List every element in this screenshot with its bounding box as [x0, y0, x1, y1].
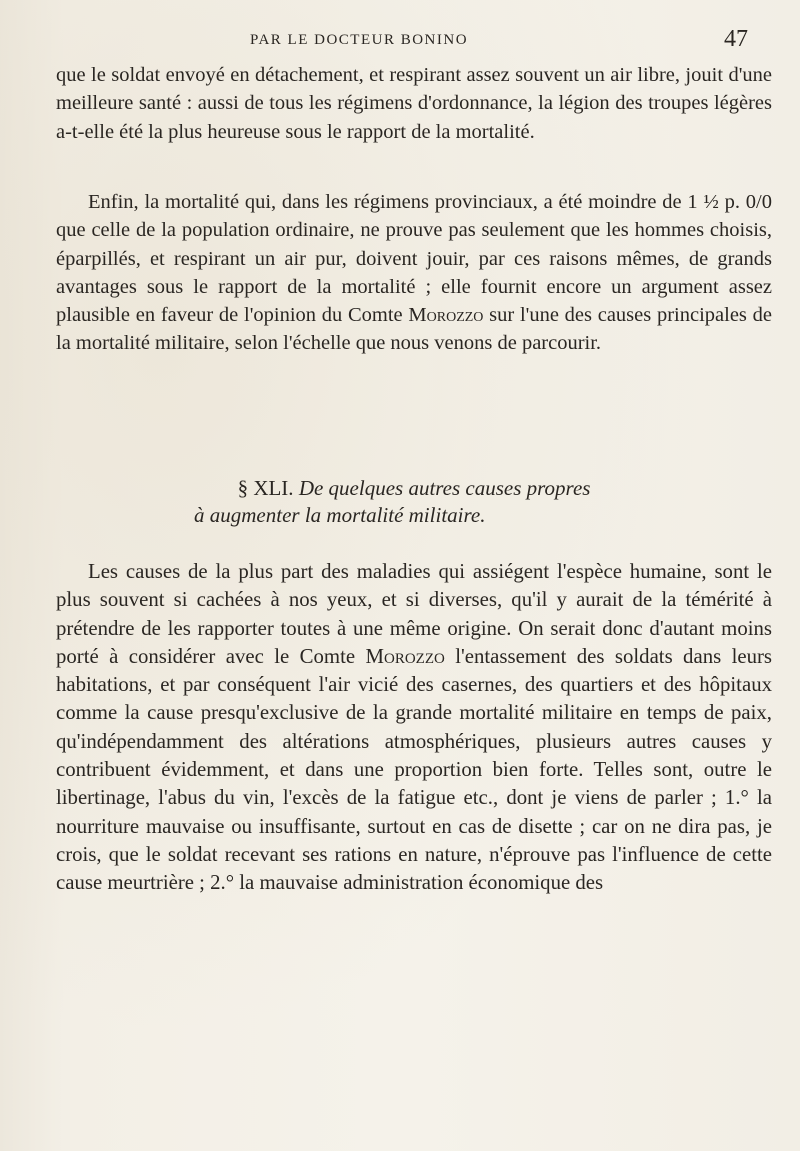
- section-heading: [56, 475, 772, 529]
- section-title-line-2: à augmenter la mortalité militaire.: [194, 503, 486, 527]
- paragraph-3: [56, 558, 772, 898]
- running-title: PAR LE DOCTEUR BONINO: [250, 32, 469, 48]
- paragraph-2-text-a: Enfin, la mortalité qui, dans les régimens provinciaux, a été moindre de 1 ½ p. 0/0 que celle de la population ordinaire, ne prouve pas seulement que les hommes choisis, éparpillés, et respirant un air pur, doivent jouir, par ces raisons mêmes, de grands avantages sous le rapport de la mortalité ; elle fournit encore un argument assez plausible en faveur de l'opinion du Comte: [56, 191, 772, 327]
- section-title-line-1: De quelques autres causes propres: [298, 476, 591, 500]
- author-name-2: Morozzo: [365, 644, 445, 668]
- paragraph-3-text-a: Les causes de la plus part des maladies qui assiégent l'espèce humaine, sont le plus souvent si cachées à nos yeux, et si diverses, qu'il y aurait de la témérité à prétendre de les rapporter toutes à une même origine. On serait donc d'autant moins porté à considérer avec le Comte: [56, 560, 772, 668]
- paragraph-2: [56, 188, 772, 358]
- page-number: 47: [724, 26, 748, 52]
- author-name: Morozzo: [408, 304, 484, 327]
- paragraph-1: [56, 61, 772, 146]
- section-number: § XLI.: [237, 476, 294, 500]
- paragraph-1-text: que le soldat envoyé en détachement, et respirant assez souvent un air libre, jouit d'une meilleure santé : aussi de tous les régimens d'ordonnance, la légion des troupes légères a-t-elle été la plus heureuse sous le rapport de la mortalité.: [56, 64, 772, 143]
- paragraph-2-text-b: sur l'une des causes principales de la mortalité militaire, selon l'échelle que nous venons de parcourir.: [56, 304, 772, 355]
- paragraph-3-text-b: l'entassement des soldats dans leurs habitations, et par conséquent l'air vicié des casernes, des quartiers et des hôpitaux comme la cause presqu'exclusive de la grande mortalité militaire en temps de paix, qu'indépendamment des altérations atmosphériques, plusieurs autres causes y contribuent évidemment, et dans une proportion bien forte. Telles sont, outre le libertinage, l'abus du vin, l'excès de la fatigue etc., dont je viens de parler ; 1.° la nourriture mauvaise ou insuffisante, surtout en cas de disette ; car on ne dira pas, je crois, que le soldat recevant ses rations en nature, n'éprouve pas l'influence de cette cause meurtrière ; 2.° la mauvaise administration économique des: [56, 644, 773, 895]
